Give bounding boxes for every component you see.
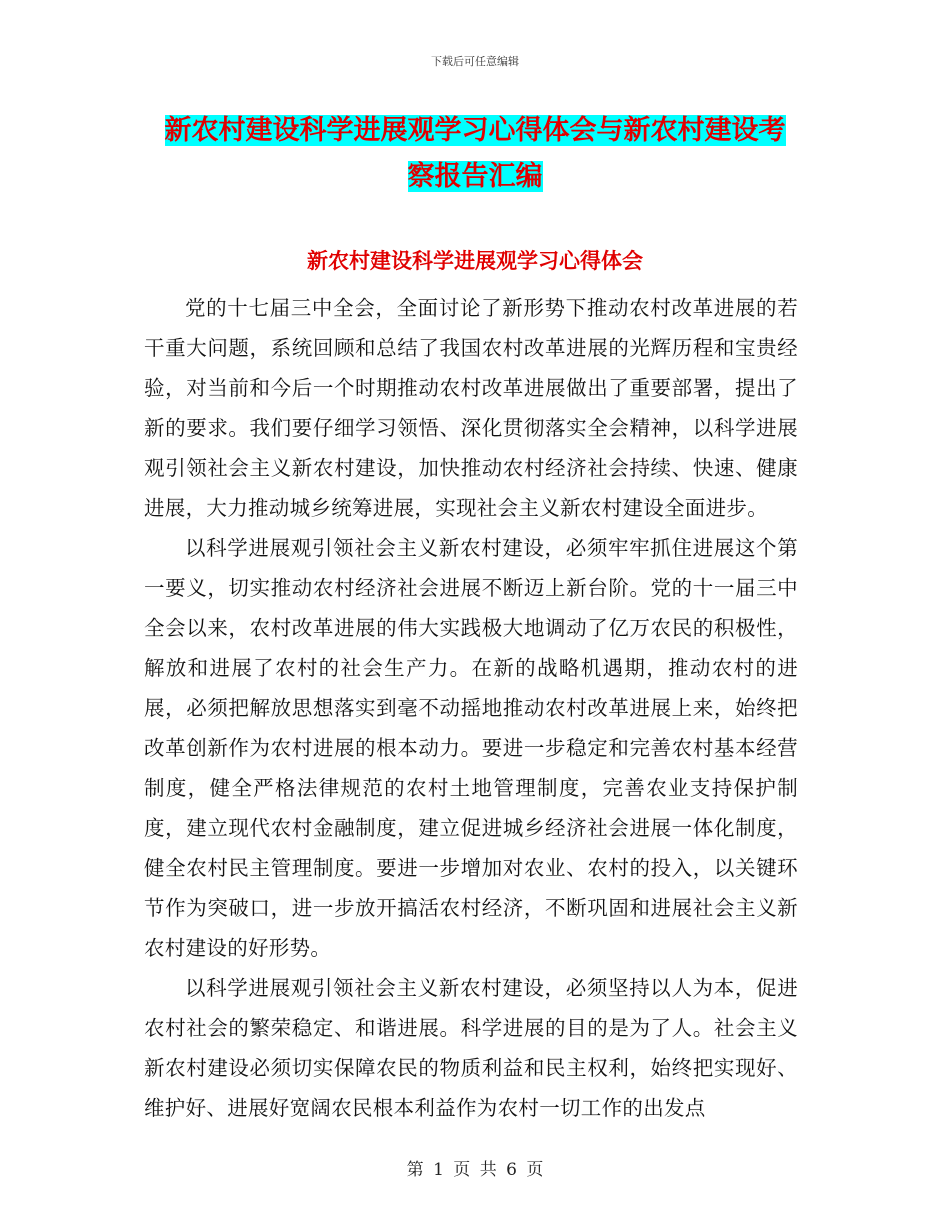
page-number-footer: 第 1 页 共 6 页 bbox=[406, 1160, 544, 1180]
paragraph-2: 以科学进展观引领社会主义新农村建设，必须牢牢抓住进展这个第一要义，切实推动农村经济社会进展不断迈上新台阶。党的十一届三中全会以来，农村改革进展的伟大实践极大地调动了亿万农民的积极性，解放和进展了农村的社会生产力。在新的战略机遇期，推动农村的进展，必须把解放思想落实到毫不动摇地推动农村改革进展上来，始终把改革创新作为农村进展的根本动力。要进一步稳定和完善农村基本经营制度，健全严格法律规范的农村土地管理制度，完善农业支持保护制度，建立现代农村金融制度，建立促进城乡经济社会进展一体化制度，健全农村民主管理制度。要进一步增加对农业、农村的投入，以关键环节作为突破口，进一步放开搞活农村经济，不断巩固和进展社会主义新农村建设的好形势。 bbox=[144, 536, 798, 960]
document-title-line-2: 察报告汇编 bbox=[407, 161, 543, 192]
paragraph-1: 党的十七届三中全会，全面讨论了新形势下推动农村改革进展的若干重大问题，系统回顾和总结了我国农村改革进展的光辉历程和宝贵经验，对当前和今后一个时期推动农村改革进展做出了重要部署，提出了新的要求。我们要仔细学习领悟、深化贯彻落实全会精神，以科学进展观引领社会主义新农村建设，加快推动农村经济社会持续、快速、健康进展，大力推动城乡统筹进展，实现社会主义新农村建设全面进步。 bbox=[144, 296, 798, 520]
document-title bbox=[150, 108, 800, 200]
document-title-line-1: 新农村建设科学进展观学习心得体会与新农村建设考 bbox=[164, 115, 786, 146]
header-note: 下载后可任意编辑 bbox=[431, 55, 519, 68]
section-title: 新农村建设科学进展观学习心得体会 bbox=[307, 249, 643, 273]
paragraph-3: 以科学进展观引领社会主义新农村建设，必须坚持以人为本，促进农村社会的繁荣稳定、和谐进展。科学进展的目的是为了人。社会主义新农村建设必须切实保障农民的物质利益和民主权利，始终把实现好、维护好、进展好宽阔农民根本利益作为农村一切工作的出发点 bbox=[144, 976, 798, 1120]
body-text bbox=[144, 288, 798, 1128]
